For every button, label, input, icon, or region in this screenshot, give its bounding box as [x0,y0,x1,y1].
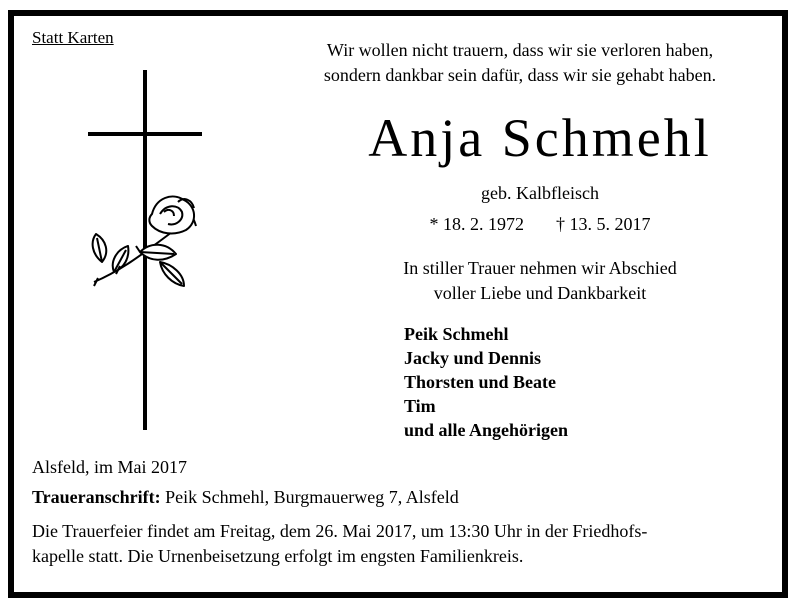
ceremony-line-1: Die Trauerfeier findet am Freitag, dem 26. Mai 2017, um 13:30 Uhr in der Friedhofs- [32,521,648,541]
mourners-list [404,322,568,442]
ceremony-info [32,519,772,569]
memorial-quote [300,38,740,88]
birth-date: * 18. 2. 1972 [429,214,524,234]
farewell-text [300,256,780,306]
mourner: Thorsten und Beate [404,372,557,392]
statt-karten-label: Statt Karten [32,28,114,47]
mourner: Tim [404,396,436,416]
quote-line-2: sondern dankbar sein dafür, dass wir sie gehabt haben. [323,65,717,85]
ceremony-line-2: kapelle statt. Die Urnenbeisetzung erfolgt im engsten Familienkreis. [32,546,524,566]
farewell-line-1: In stiller Trauer nehmen wir Abschied [403,258,677,278]
cross-rose-icon [80,66,210,436]
farewell-line-2: voller Liebe und Dankbarkeit [433,283,647,303]
mourner: Jacky und Dennis [404,348,542,368]
place-date: Alsfeld, im Mai 2017 [32,457,187,477]
address-value: Peik Schmehl, Burgmauerweg 7, Alsfeld [165,487,459,507]
address-label: Traueranschrift: [32,487,161,507]
mourner: Peik Schmehl [404,324,509,344]
mourning-address [32,487,459,508]
maiden-name: geb. Kalbfleisch [481,183,599,203]
mourner: und alle Angehörigen [404,420,569,440]
death-date: † 13. 5. 2017 [556,214,651,234]
life-dates [300,214,780,235]
deceased-name: Anja Schmehl [368,108,712,168]
quote-line-1: Wir wollen nicht trauern, dass wir sie verloren haben, [326,40,714,60]
